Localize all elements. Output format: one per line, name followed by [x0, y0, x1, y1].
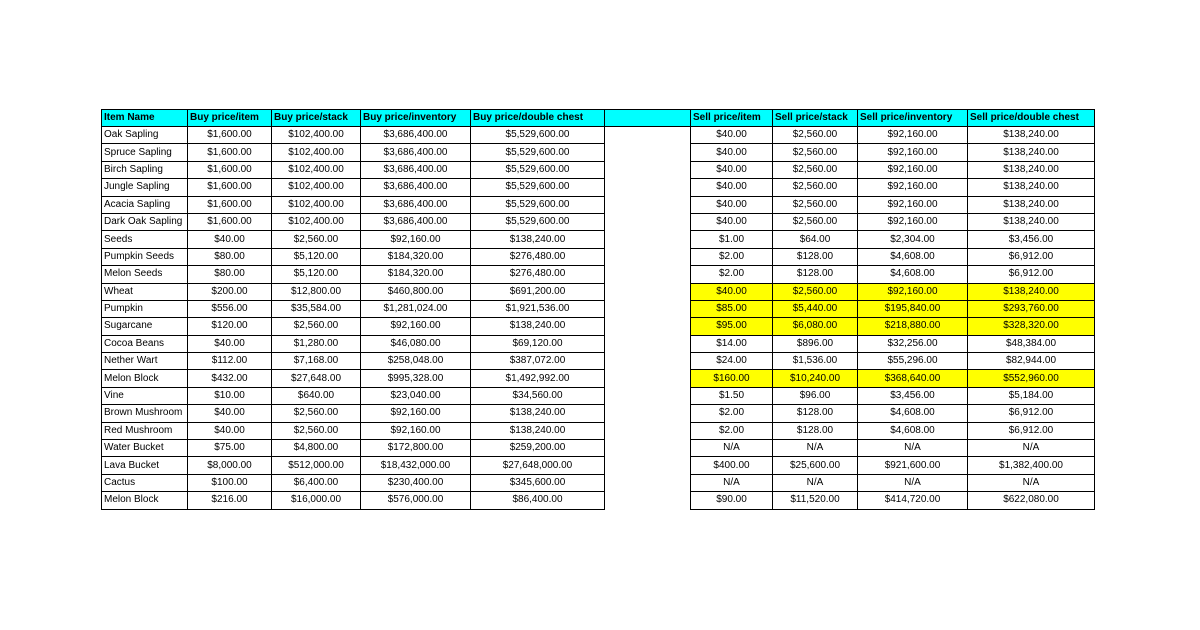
sell-inventory-cell[interactable]: $3,456.00	[858, 387, 968, 404]
sell-stack-cell[interactable]: N/A	[773, 440, 858, 457]
table-row	[102, 161, 1095, 178]
buy-double-chest-cell[interactable]: $34,560.00	[471, 387, 605, 404]
buy-inventory-cell[interactable]: $23,040.00	[361, 387, 471, 404]
buy-inventory-cell[interactable]: $3,686,400.00	[361, 213, 471, 230]
buy-inventory-cell[interactable]: $92,160.00	[361, 231, 471, 248]
buy-double-chest-cell[interactable]: $1,492,992.00	[471, 370, 605, 387]
empty-cell[interactable]	[605, 161, 691, 178]
sell-double-chest-cell[interactable]: N/A	[968, 474, 1095, 491]
item-name-cell[interactable]: Water Bucket	[102, 440, 188, 457]
sell-double-chest-cell[interactable]: $138,240.00	[968, 179, 1095, 196]
buy-stack-cell[interactable]: $102,400.00	[272, 161, 361, 178]
buy-item-cell[interactable]: $8,000.00	[188, 457, 272, 474]
table-row	[102, 127, 1095, 144]
header-sell-double-chest[interactable]: Sell price/double chest	[968, 110, 1095, 127]
sell-inventory-cell[interactable]: $414,720.00	[858, 492, 968, 509]
header-sell-item[interactable]: Sell price/item	[691, 110, 773, 127]
empty-cell[interactable]	[605, 440, 691, 457]
sell-double-chest-cell[interactable]: $552,960.00	[968, 370, 1095, 387]
buy-inventory-cell[interactable]: $92,160.00	[361, 405, 471, 422]
sell-inventory-cell[interactable]: $32,256.00	[858, 335, 968, 352]
item-name-cell[interactable]: Oak Sapling	[102, 127, 188, 144]
sell-stack-cell[interactable]: $6,080.00	[773, 318, 858, 335]
sell-inventory-cell[interactable]: $92,160.00	[858, 283, 968, 300]
buy-item-cell[interactable]: $75.00	[188, 440, 272, 457]
sell-stack-cell[interactable]: $11,520.00	[773, 492, 858, 509]
sell-double-chest-cell[interactable]: $328,320.00	[968, 318, 1095, 335]
sell-inventory-cell[interactable]: N/A	[858, 474, 968, 491]
sell-item-cell[interactable]: $40.00	[691, 179, 773, 196]
sell-stack-cell[interactable]: $2,560.00	[773, 161, 858, 178]
sell-double-chest-cell[interactable]: $138,240.00	[968, 161, 1095, 178]
empty-cell[interactable]	[605, 422, 691, 439]
buy-inventory-cell[interactable]: $184,320.00	[361, 248, 471, 265]
empty-cell[interactable]	[605, 300, 691, 317]
item-name-cell[interactable]: Vine	[102, 387, 188, 404]
table-row	[102, 144, 1095, 161]
empty-cell[interactable]	[605, 335, 691, 352]
empty-cell[interactable]	[605, 283, 691, 300]
empty-cell[interactable]	[605, 231, 691, 248]
sell-stack-cell[interactable]: $128.00	[773, 248, 858, 265]
table-row	[102, 492, 1095, 509]
table-row	[102, 300, 1095, 317]
buy-inventory-cell[interactable]: $92,160.00	[361, 422, 471, 439]
table-row	[102, 231, 1095, 248]
buy-double-chest-cell[interactable]: $5,529,600.00	[471, 196, 605, 213]
sell-double-chest-cell[interactable]: $6,912.00	[968, 248, 1095, 265]
table-row	[102, 283, 1095, 300]
sell-inventory-cell[interactable]: $368,640.00	[858, 370, 968, 387]
buy-item-cell[interactable]: $10.00	[188, 387, 272, 404]
sell-stack-cell[interactable]: $2,560.00	[773, 213, 858, 230]
buy-stack-cell[interactable]: $35,584.00	[272, 300, 361, 317]
sell-double-chest-cell[interactable]: $82,944.00	[968, 353, 1095, 370]
sell-double-chest-cell[interactable]: $1,382,400.00	[968, 457, 1095, 474]
item-name-cell[interactable]: Melon Block	[102, 370, 188, 387]
buy-item-cell[interactable]: $1,600.00	[188, 179, 272, 196]
buy-item-cell[interactable]: $1,600.00	[188, 161, 272, 178]
item-name-cell[interactable]: Pumpkin	[102, 300, 188, 317]
empty-cell[interactable]	[605, 318, 691, 335]
buy-double-chest-cell[interactable]: $387,072.00	[471, 353, 605, 370]
sell-item-cell[interactable]: $95.00	[691, 318, 773, 335]
buy-inventory-cell[interactable]: $3,686,400.00	[361, 179, 471, 196]
buy-stack-cell[interactable]: $102,400.00	[272, 144, 361, 161]
buy-inventory-cell[interactable]: $460,800.00	[361, 283, 471, 300]
buy-item-cell[interactable]: $100.00	[188, 474, 272, 491]
sell-item-cell[interactable]: $40.00	[691, 283, 773, 300]
buy-inventory-cell[interactable]: $258,048.00	[361, 353, 471, 370]
sell-inventory-cell[interactable]: $195,840.00	[858, 300, 968, 317]
table-row	[102, 213, 1095, 230]
buy-stack-cell[interactable]: $16,000.00	[272, 492, 361, 509]
buy-item-cell[interactable]: $1,600.00	[188, 127, 272, 144]
table-row	[102, 266, 1095, 283]
sell-item-cell[interactable]: $40.00	[691, 213, 773, 230]
empty-cell[interactable]	[605, 387, 691, 404]
sell-item-cell[interactable]: $90.00	[691, 492, 773, 509]
header-buy-double-chest[interactable]: Buy price/double chest	[471, 110, 605, 127]
empty-cell[interactable]	[605, 127, 691, 144]
buy-stack-cell[interactable]: $12,800.00	[272, 283, 361, 300]
buy-inventory-cell[interactable]: $172,800.00	[361, 440, 471, 457]
buy-inventory-cell[interactable]: $184,320.00	[361, 266, 471, 283]
sell-stack-cell[interactable]: $96.00	[773, 387, 858, 404]
sell-double-chest-cell[interactable]: $5,184.00	[968, 387, 1095, 404]
buy-item-cell[interactable]: $200.00	[188, 283, 272, 300]
empty-cell[interactable]	[605, 266, 691, 283]
buy-item-cell[interactable]: $556.00	[188, 300, 272, 317]
sell-item-cell[interactable]: $400.00	[691, 457, 773, 474]
buy-stack-cell[interactable]: $5,120.00	[272, 248, 361, 265]
item-name-cell[interactable]: Brown Mushroom	[102, 405, 188, 422]
sell-item-cell[interactable]: $2.00	[691, 422, 773, 439]
sell-item-cell[interactable]: $14.00	[691, 335, 773, 352]
table-row	[102, 387, 1095, 404]
buy-stack-cell[interactable]: $640.00	[272, 387, 361, 404]
sell-double-chest-cell[interactable]: $6,912.00	[968, 405, 1095, 422]
buy-item-cell[interactable]: $432.00	[188, 370, 272, 387]
sell-item-cell[interactable]: $40.00	[691, 127, 773, 144]
buy-stack-cell[interactable]: $5,120.00	[272, 266, 361, 283]
table-row	[102, 318, 1095, 335]
sell-stack-cell[interactable]: $2,560.00	[773, 127, 858, 144]
table-row	[102, 474, 1095, 491]
buy-stack-cell[interactable]: $2,560.00	[272, 405, 361, 422]
buy-stack-cell[interactable]: $512,000.00	[272, 457, 361, 474]
item-name-cell[interactable]: Melon Seeds	[102, 266, 188, 283]
table-row	[102, 422, 1095, 439]
buy-double-chest-cell[interactable]: $138,240.00	[471, 405, 605, 422]
buy-double-chest-cell[interactable]: $5,529,600.00	[471, 161, 605, 178]
item-name-cell[interactable]: Melon Block	[102, 492, 188, 509]
sell-stack-cell[interactable]: $2,560.00	[773, 144, 858, 161]
buy-double-chest-cell[interactable]: $69,120.00	[471, 335, 605, 352]
buy-stack-cell[interactable]: $7,168.00	[272, 353, 361, 370]
buy-inventory-cell[interactable]: $576,000.00	[361, 492, 471, 509]
item-name-cell[interactable]: Lava Bucket	[102, 457, 188, 474]
sell-stack-cell[interactable]: $25,600.00	[773, 457, 858, 474]
item-name-cell[interactable]: Spruce Sapling	[102, 144, 188, 161]
sell-item-cell[interactable]: N/A	[691, 474, 773, 491]
buy-double-chest-cell[interactable]: $138,240.00	[471, 422, 605, 439]
sell-inventory-cell[interactable]: $92,160.00	[858, 213, 968, 230]
item-name-cell[interactable]: Cactus	[102, 474, 188, 491]
buy-double-chest-cell[interactable]: $27,648,000.00	[471, 457, 605, 474]
table-row	[102, 179, 1095, 196]
buy-double-chest-cell[interactable]: $1,921,536.00	[471, 300, 605, 317]
header-empty-cell[interactable]	[605, 110, 691, 127]
buy-double-chest-cell[interactable]: $5,529,600.00	[471, 144, 605, 161]
item-name-cell[interactable]: Wheat	[102, 283, 188, 300]
buy-inventory-cell[interactable]: $1,281,024.00	[361, 300, 471, 317]
sell-inventory-cell[interactable]: $2,304.00	[858, 231, 968, 248]
sell-double-chest-cell[interactable]: $293,760.00	[968, 300, 1095, 317]
buy-stack-cell[interactable]: $6,400.00	[272, 474, 361, 491]
table-row	[102, 248, 1095, 265]
sell-double-chest-cell[interactable]: $48,384.00	[968, 335, 1095, 352]
sell-inventory-cell[interactable]: $218,880.00	[858, 318, 968, 335]
header-buy-stack[interactable]: Buy price/stack	[272, 110, 361, 127]
sell-double-chest-cell[interactable]: $138,240.00	[968, 127, 1095, 144]
buy-double-chest-cell[interactable]: $5,529,600.00	[471, 213, 605, 230]
buy-stack-cell[interactable]: $27,648.00	[272, 370, 361, 387]
empty-cell[interactable]	[605, 457, 691, 474]
buy-double-chest-cell[interactable]: $345,600.00	[471, 474, 605, 491]
sell-stack-cell[interactable]: N/A	[773, 474, 858, 491]
buy-double-chest-cell[interactable]: $138,240.00	[471, 318, 605, 335]
item-name-cell[interactable]: Acacia Sapling	[102, 196, 188, 213]
item-name-cell[interactable]: Red Mushroom	[102, 422, 188, 439]
table-row	[102, 370, 1095, 387]
sell-item-cell[interactable]: $40.00	[691, 196, 773, 213]
sell-double-chest-cell[interactable]: $6,912.00	[968, 266, 1095, 283]
sell-stack-cell[interactable]: $128.00	[773, 266, 858, 283]
buy-stack-cell[interactable]: $2,560.00	[272, 318, 361, 335]
buy-double-chest-cell[interactable]: $5,529,600.00	[471, 127, 605, 144]
sell-double-chest-cell[interactable]: $138,240.00	[968, 213, 1095, 230]
buy-inventory-cell[interactable]: $230,400.00	[361, 474, 471, 491]
table-header	[102, 110, 1095, 127]
buy-double-chest-cell[interactable]: $86,400.00	[471, 492, 605, 509]
sell-inventory-cell[interactable]: $4,608.00	[858, 405, 968, 422]
buy-double-chest-cell[interactable]: $5,529,600.00	[471, 179, 605, 196]
sell-inventory-cell[interactable]: $4,608.00	[858, 266, 968, 283]
buy-double-chest-cell[interactable]: $276,480.00	[471, 248, 605, 265]
item-name-cell[interactable]: Nether Wart	[102, 353, 188, 370]
sell-item-cell[interactable]: $1.00	[691, 231, 773, 248]
buy-item-cell[interactable]: $120.00	[188, 318, 272, 335]
empty-cell[interactable]	[605, 474, 691, 491]
sell-item-cell[interactable]: N/A	[691, 440, 773, 457]
buy-inventory-cell[interactable]: $3,686,400.00	[361, 161, 471, 178]
buy-stack-cell[interactable]: $102,400.00	[272, 196, 361, 213]
table-row	[102, 440, 1095, 457]
sell-item-cell[interactable]: $40.00	[691, 161, 773, 178]
buy-inventory-cell[interactable]: $18,432,000.00	[361, 457, 471, 474]
table-row	[102, 196, 1095, 213]
buy-item-cell[interactable]: $80.00	[188, 266, 272, 283]
buy-item-cell[interactable]: $1,600.00	[188, 213, 272, 230]
header-sell-inventory[interactable]: Sell price/inventory	[858, 110, 968, 127]
header-sell-stack[interactable]: Sell price/stack	[773, 110, 858, 127]
buy-inventory-cell[interactable]: $3,686,400.00	[361, 196, 471, 213]
sell-stack-cell[interactable]: $1,536.00	[773, 353, 858, 370]
empty-cell[interactable]	[605, 492, 691, 509]
item-name-cell[interactable]: Jungle Sapling	[102, 179, 188, 196]
table-row	[102, 457, 1095, 474]
sell-double-chest-cell[interactable]: $6,912.00	[968, 422, 1095, 439]
sell-stack-cell[interactable]: $10,240.00	[773, 370, 858, 387]
sell-inventory-cell[interactable]: $92,160.00	[858, 127, 968, 144]
buy-stack-cell[interactable]: $2,560.00	[272, 422, 361, 439]
sell-item-cell[interactable]: $160.00	[691, 370, 773, 387]
sell-double-chest-cell[interactable]: $622,080.00	[968, 492, 1095, 509]
item-name-cell[interactable]: Dark Oak Sapling	[102, 213, 188, 230]
buy-item-cell[interactable]: $80.00	[188, 248, 272, 265]
sell-double-chest-cell[interactable]: N/A	[968, 440, 1095, 457]
table-body	[102, 127, 1095, 510]
sell-stack-cell[interactable]: $896.00	[773, 335, 858, 352]
empty-cell[interactable]	[605, 370, 691, 387]
empty-cell[interactable]	[605, 213, 691, 230]
sell-item-cell[interactable]: $2.00	[691, 266, 773, 283]
sell-inventory-cell[interactable]: $92,160.00	[858, 179, 968, 196]
empty-cell[interactable]	[605, 144, 691, 161]
sell-item-cell[interactable]: $2.00	[691, 248, 773, 265]
buy-item-cell[interactable]: $1,600.00	[188, 144, 272, 161]
buy-stack-cell[interactable]: $102,400.00	[272, 127, 361, 144]
header-item-name[interactable]: Item Name	[102, 110, 188, 127]
empty-cell[interactable]	[605, 405, 691, 422]
sell-item-cell[interactable]: $40.00	[691, 144, 773, 161]
empty-cell[interactable]	[605, 248, 691, 265]
sell-stack-cell[interactable]: $64.00	[773, 231, 858, 248]
sell-stack-cell[interactable]: $2,560.00	[773, 196, 858, 213]
sell-item-cell[interactable]: $1.50	[691, 387, 773, 404]
sell-double-chest-cell[interactable]: $3,456.00	[968, 231, 1095, 248]
sell-stack-cell[interactable]: $2,560.00	[773, 283, 858, 300]
item-name-cell[interactable]: Sugarcane	[102, 318, 188, 335]
buy-inventory-cell[interactable]: $92,160.00	[361, 318, 471, 335]
buy-stack-cell[interactable]: $102,400.00	[272, 213, 361, 230]
sell-double-chest-cell[interactable]: $138,240.00	[968, 144, 1095, 161]
sell-stack-cell[interactable]: $128.00	[773, 405, 858, 422]
buy-inventory-cell[interactable]: $995,328.00	[361, 370, 471, 387]
sell-inventory-cell[interactable]: $92,160.00	[858, 144, 968, 161]
sell-inventory-cell[interactable]: $4,608.00	[858, 248, 968, 265]
table-row	[102, 353, 1095, 370]
buy-inventory-cell[interactable]: $3,686,400.00	[361, 127, 471, 144]
sell-inventory-cell[interactable]: $92,160.00	[858, 196, 968, 213]
header-buy-inventory[interactable]: Buy price/inventory	[361, 110, 471, 127]
price-table	[101, 109, 1095, 510]
buy-double-chest-cell[interactable]: $259,200.00	[471, 440, 605, 457]
buy-double-chest-cell[interactable]: $276,480.00	[471, 266, 605, 283]
item-name-cell[interactable]: Cocoa Beans	[102, 335, 188, 352]
table-row	[102, 335, 1095, 352]
buy-double-chest-cell[interactable]: $138,240.00	[471, 231, 605, 248]
buy-item-cell[interactable]: $40.00	[188, 335, 272, 352]
header-row	[102, 110, 1095, 127]
sell-item-cell[interactable]: $24.00	[691, 353, 773, 370]
sell-double-chest-cell[interactable]: $138,240.00	[968, 196, 1095, 213]
buy-item-cell[interactable]: $40.00	[188, 422, 272, 439]
sell-stack-cell[interactable]: $5,440.00	[773, 300, 858, 317]
buy-stack-cell[interactable]: $102,400.00	[272, 179, 361, 196]
buy-stack-cell[interactable]: $2,560.00	[272, 231, 361, 248]
sell-double-chest-cell[interactable]: $138,240.00	[968, 283, 1095, 300]
buy-inventory-cell[interactable]: $46,080.00	[361, 335, 471, 352]
sell-inventory-cell[interactable]: $921,600.00	[858, 457, 968, 474]
sell-inventory-cell[interactable]: N/A	[858, 440, 968, 457]
empty-cell[interactable]	[605, 179, 691, 196]
item-name-cell[interactable]: Seeds	[102, 231, 188, 248]
empty-cell[interactable]	[605, 196, 691, 213]
buy-stack-cell[interactable]: $4,800.00	[272, 440, 361, 457]
buy-item-cell[interactable]: $40.00	[188, 405, 272, 422]
item-name-cell[interactable]: Pumpkin Seeds	[102, 248, 188, 265]
sell-stack-cell[interactable]: $2,560.00	[773, 179, 858, 196]
buy-inventory-cell[interactable]: $3,686,400.00	[361, 144, 471, 161]
sell-inventory-cell[interactable]: $55,296.00	[858, 353, 968, 370]
buy-item-cell[interactable]: $216.00	[188, 492, 272, 509]
buy-item-cell[interactable]: $1,600.00	[188, 196, 272, 213]
table-row	[102, 405, 1095, 422]
item-name-cell[interactable]: Birch Sapling	[102, 161, 188, 178]
header-buy-item[interactable]: Buy price/item	[188, 110, 272, 127]
buy-double-chest-cell[interactable]: $691,200.00	[471, 283, 605, 300]
sell-item-cell[interactable]: $2.00	[691, 405, 773, 422]
sell-inventory-cell[interactable]: $92,160.00	[858, 161, 968, 178]
sell-stack-cell[interactable]: $128.00	[773, 422, 858, 439]
sell-item-cell[interactable]: $85.00	[691, 300, 773, 317]
buy-stack-cell[interactable]: $1,280.00	[272, 335, 361, 352]
empty-cell[interactable]	[605, 353, 691, 370]
buy-item-cell[interactable]: $40.00	[188, 231, 272, 248]
sell-inventory-cell[interactable]: $4,608.00	[858, 422, 968, 439]
buy-item-cell[interactable]: $112.00	[188, 353, 272, 370]
